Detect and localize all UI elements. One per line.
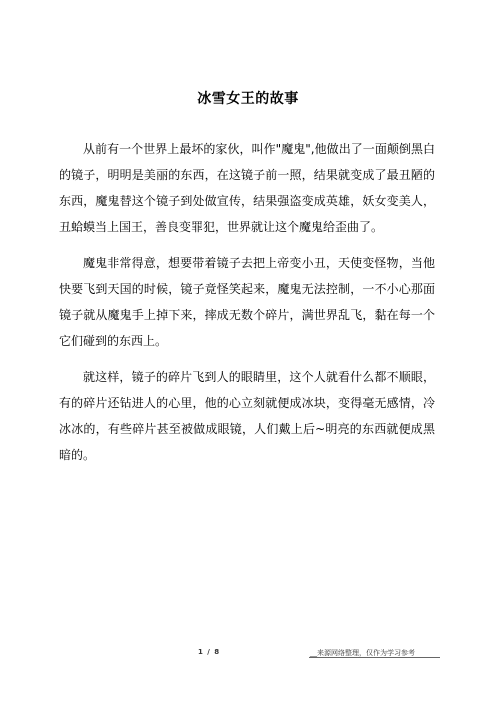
page-footer <box>0 646 496 660</box>
document-title: 冰雪女王的故事 <box>197 91 299 107</box>
footer-underline <box>309 657 440 658</box>
footer-note: __来源网络整理，仅作为学习参考 <box>310 649 415 657</box>
paragraph-1: 从前有一个世界上最坏的家伙，叫作"魔鬼",他做出了一面颠倒黑白的镜子，明明是美丽的东西，在这镜子前一照，结果就变成了最丑陋的东西，魔鬼替这个镜子到处做宣传，结果强盗变成英雄，妖女变美人，丑蛤蟆当上国王，善良变罪犯，世界就让这个魔鬼给歪曲了。 <box>59 142 435 234</box>
page-number: 1 / 8 <box>198 648 221 656</box>
document-body <box>59 136 435 478</box>
paragraph-2: 魔鬼非常得意，想要带着镜子去把上帝变小丑，天使变怪物，当他快要飞到天国的时候，镜子竟怪笑起来，魔鬼无法控制，一不小心那面镜子就从魔鬼手上掉下来，摔成无数个碎片，满世界乱飞，黏在每一个它们碰到的东西上。 <box>59 256 435 348</box>
paragraph-3: 就这样，镜子的碎片飞到人的眼睛里，这个人就看什么都不顺眼，有的碎片还钻进人的心里，他的心立刻就便成冰块，变得毫无感情，冷冰冰的，有些碎片甚至被做成眼镜，人们戴上后~明亮的东西就便成黑暗的。 <box>59 370 435 462</box>
